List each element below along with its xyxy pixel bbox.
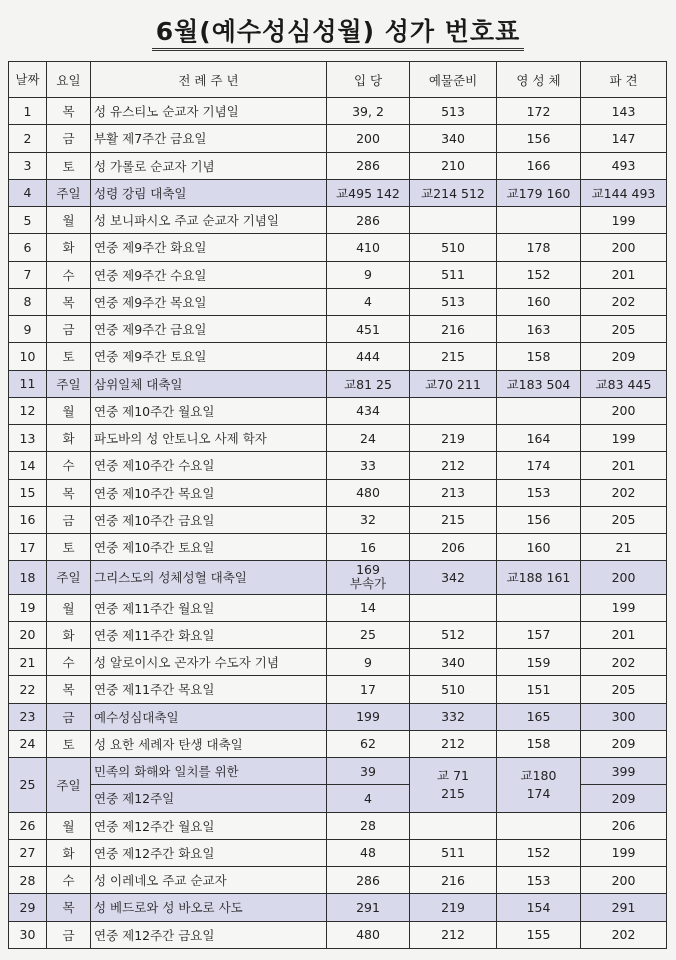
cell-feast: 연중 제10주간 금요일: [91, 506, 327, 533]
cell-entrance: 286: [327, 152, 410, 179]
table-row: [9, 676, 667, 703]
cell-entrance: 16: [327, 534, 410, 561]
cell-entrance: 14: [327, 594, 410, 621]
cell-entrance: 4: [327, 288, 410, 315]
cell-dismissal: 교83 445: [581, 370, 667, 397]
cell-communion: [497, 397, 581, 424]
cell-feast: 성 이레네오 주교 순교자: [91, 867, 327, 894]
cell-communion: 152: [497, 839, 581, 866]
cell-entrance: 교495 142: [327, 179, 410, 206]
cell-weekday: 화: [47, 621, 91, 648]
cell-weekday: 금: [47, 125, 91, 152]
cell-day: 18: [9, 561, 47, 594]
cell-entrance: 39, 2: [327, 98, 410, 125]
cell-dismissal: 199: [581, 425, 667, 452]
cell-feast: 연중 제9주간 금요일: [91, 316, 327, 343]
cell-weekday: 주일: [47, 561, 91, 594]
cell-offertory: 219: [410, 425, 497, 452]
cell-dismissal: 291: [581, 894, 667, 921]
table-row: [9, 649, 667, 676]
cell-feast: 부활 제7주간 금요일: [91, 125, 327, 152]
header-day: 날짜: [9, 62, 47, 98]
cell-entrance: 199: [327, 703, 410, 730]
cell-feast: 삼위일체 대축일: [91, 370, 327, 397]
cell-weekday: 토: [47, 152, 91, 179]
cell-day: 21: [9, 649, 47, 676]
cell-weekday: 월: [47, 594, 91, 621]
cell-communion: 155: [497, 921, 581, 948]
cell-offertory: 511: [410, 839, 497, 866]
cell-offertory: 340: [410, 649, 497, 676]
cell-day: 28: [9, 867, 47, 894]
cell-communion: 교179 160: [497, 179, 581, 206]
cell-offertory: 216: [410, 867, 497, 894]
cell-offertory: 교70 211: [410, 370, 497, 397]
cell-day: 11: [9, 370, 47, 397]
header-weekday: 요일: [47, 62, 91, 98]
cell-communion: [497, 594, 581, 621]
cell-dismissal: 교144 493: [581, 179, 667, 206]
cell-communion: 156: [497, 125, 581, 152]
table-row: [9, 621, 667, 648]
cell-dismissal: 200: [581, 561, 667, 594]
table-row: [9, 288, 667, 315]
cell-offertory: 219: [410, 894, 497, 921]
cell-communion: 교183 504: [497, 370, 581, 397]
table-row: [9, 125, 667, 152]
cell-entrance: 434: [327, 397, 410, 424]
cell-entrance: 200: [327, 125, 410, 152]
header-offertory: 예물준비: [410, 62, 497, 98]
cell-communion: 159: [497, 649, 581, 676]
header-row: [9, 62, 667, 98]
cell-dismissal: 205: [581, 316, 667, 343]
cell-feast: 연중 제12주간 금요일: [91, 921, 327, 948]
cell-offertory-line: 215: [441, 785, 465, 801]
cell-dismissal: 493: [581, 152, 667, 179]
table-row: [9, 758, 667, 785]
cell-day: 2: [9, 125, 47, 152]
cell-communion: 163: [497, 316, 581, 343]
cell-dismissal: 399: [581, 758, 667, 785]
cell-offertory: [410, 207, 497, 234]
table-row: [9, 98, 667, 125]
cell-day: 14: [9, 452, 47, 479]
cell-dismissal: 200: [581, 397, 667, 424]
cell-offertory: 513: [410, 288, 497, 315]
cell-feast: 그리스도의 성체성혈 대축일: [91, 561, 327, 594]
header-dismissal: 파 견: [581, 62, 667, 98]
cell-feast: 연중 제10주간 월요일: [91, 397, 327, 424]
cell-offertory: 215: [410, 343, 497, 370]
cell-day: 26: [9, 812, 47, 839]
table-row: [9, 534, 667, 561]
cell-communion: 154: [497, 894, 581, 921]
table-row: [9, 343, 667, 370]
cell-offertory: 212: [410, 921, 497, 948]
cell-weekday: 수: [47, 261, 91, 288]
cell-entrance: 291: [327, 894, 410, 921]
cell-day: 20: [9, 621, 47, 648]
table-row: [9, 397, 667, 424]
cell-day: 13: [9, 425, 47, 452]
cell-feast: 연중 제12주간 월요일: [91, 812, 327, 839]
cell-day: 16: [9, 506, 47, 533]
cell-entrance: 17: [327, 676, 410, 703]
cell-weekday: 토: [47, 534, 91, 561]
cell-offertory: 513: [410, 98, 497, 125]
cell-dismissal: 199: [581, 207, 667, 234]
cell-day: 23: [9, 703, 47, 730]
cell-communion: 151: [497, 676, 581, 703]
cell-feast: 연중 제11주간 월요일: [91, 594, 327, 621]
cell-day: 1: [9, 98, 47, 125]
cell-feast: 연중 제10주간 토요일: [91, 534, 327, 561]
cell-entrance: 33: [327, 452, 410, 479]
cell-dismissal: 200: [581, 867, 667, 894]
table-row: [9, 703, 667, 730]
cell-dismissal: 205: [581, 676, 667, 703]
cell-entrance-sequence: 부속가: [349, 576, 387, 592]
cell-offertory: 교214 512: [410, 179, 497, 206]
cell-communion: 156: [497, 506, 581, 533]
table-row: [9, 594, 667, 621]
cell-day: 30: [9, 921, 47, 948]
cell-day: 22: [9, 676, 47, 703]
cell-entrance: 32: [327, 506, 410, 533]
cell-feast: 연중 제9주간 수요일: [91, 261, 327, 288]
cell-weekday: 목: [47, 288, 91, 315]
cell-day: 3: [9, 152, 47, 179]
cell-weekday: 목: [47, 98, 91, 125]
cell-entrance: 286: [327, 207, 410, 234]
cell-communion: 165: [497, 703, 581, 730]
cell-offertory: 510: [410, 676, 497, 703]
cell-dismissal: 202: [581, 288, 667, 315]
cell-communion: 160: [497, 288, 581, 315]
cell-entrance: [327, 561, 410, 594]
cell-offertory: 210: [410, 152, 497, 179]
cell-offertory: 213: [410, 479, 497, 506]
cell-feast: 민족의 화해와 일치를 위한: [91, 758, 327, 785]
cell-dismissal: 143: [581, 98, 667, 125]
cell-entrance-line: 169: [356, 562, 380, 578]
cell-dismissal: 209: [581, 343, 667, 370]
cell-feast: 연중 제11주간 목요일: [91, 676, 327, 703]
cell-dismissal: 199: [581, 594, 667, 621]
cell-communion: [497, 812, 581, 839]
cell-feast: 연중 제9주간 토요일: [91, 343, 327, 370]
cell-offertory: 212: [410, 730, 497, 757]
cell-offertory: [410, 812, 497, 839]
table-row: [9, 506, 667, 533]
cell-day: 9: [9, 316, 47, 343]
cell-entrance: 9: [327, 649, 410, 676]
cell-offertory: 206: [410, 534, 497, 561]
table-row: [9, 152, 667, 179]
table-row: [9, 479, 667, 506]
cell-day: 15: [9, 479, 47, 506]
cell-offertory: 215: [410, 506, 497, 533]
cell-feast: 성 보니파시오 주교 순교자 기념일: [91, 207, 327, 234]
cell-offertory: 332: [410, 703, 497, 730]
table-row: [9, 425, 667, 452]
cell-communion: [497, 758, 581, 813]
cell-entrance: 410: [327, 234, 410, 261]
cell-entrance: 25: [327, 621, 410, 648]
cell-day: 19: [9, 594, 47, 621]
cell-entrance: 4: [327, 785, 410, 812]
cell-feast: 파도바의 성 안토니오 사제 학자: [91, 425, 327, 452]
cell-feast: 성 가롤로 순교자 기념: [91, 152, 327, 179]
cell-offertory: [410, 397, 497, 424]
table-row: [9, 179, 667, 206]
cell-entrance: 24: [327, 425, 410, 452]
cell-entrance: 451: [327, 316, 410, 343]
table-row: [9, 730, 667, 757]
cell-day: 5: [9, 207, 47, 234]
table-row: [9, 839, 667, 866]
table-row: [9, 234, 667, 261]
cell-day: 7: [9, 261, 47, 288]
cell-communion: 166: [497, 152, 581, 179]
cell-dismissal: 201: [581, 621, 667, 648]
cell-offertory: 511: [410, 261, 497, 288]
cell-weekday: 금: [47, 316, 91, 343]
cell-entrance: 28: [327, 812, 410, 839]
cell-weekday: 목: [47, 676, 91, 703]
cell-dismissal: 147: [581, 125, 667, 152]
cell-dismissal: 209: [581, 730, 667, 757]
cell-communion: 164: [497, 425, 581, 452]
table-row: [9, 921, 667, 948]
cell-day: 17: [9, 534, 47, 561]
cell-communion: 172: [497, 98, 581, 125]
cell-offertory: 512: [410, 621, 497, 648]
cell-dismissal: 202: [581, 479, 667, 506]
cell-entrance: 9: [327, 261, 410, 288]
table-row: [9, 316, 667, 343]
cell-communion: 152: [497, 261, 581, 288]
cell-dismissal: 201: [581, 261, 667, 288]
table-row: [9, 261, 667, 288]
cell-communion: 153: [497, 479, 581, 506]
cell-weekday: 수: [47, 452, 91, 479]
cell-weekday: 금: [47, 921, 91, 948]
cell-feast: 성 알로이시오 곤자가 수도자 기념: [91, 649, 327, 676]
cell-communion-line: 교180: [520, 767, 557, 783]
cell-dismissal: 300: [581, 703, 667, 730]
cell-communion: [497, 207, 581, 234]
cell-dismissal: 202: [581, 921, 667, 948]
cell-entrance: 48: [327, 839, 410, 866]
cell-feast: 예수성심대축일: [91, 703, 327, 730]
cell-entrance: 286: [327, 867, 410, 894]
table-row: [9, 452, 667, 479]
cell-dismissal: 206: [581, 812, 667, 839]
cell-entrance: 480: [327, 921, 410, 948]
cell-communion: 178: [497, 234, 581, 261]
cell-weekday: 수: [47, 649, 91, 676]
cell-communion: 158: [497, 343, 581, 370]
cell-offertory: [410, 758, 497, 813]
cell-feast: 연중 제10주간 목요일: [91, 479, 327, 506]
cell-feast: 연중 제9주간 목요일: [91, 288, 327, 315]
cell-weekday: 토: [47, 730, 91, 757]
cell-entrance: 62: [327, 730, 410, 757]
cell-offertory: 212: [410, 452, 497, 479]
cell-feast: 연중 제10주간 수요일: [91, 452, 327, 479]
cell-feast: 성 베드로와 성 바오로 사도: [91, 894, 327, 921]
cell-feast: 성 유스티노 순교자 기념일: [91, 98, 327, 125]
cell-entrance: 39: [327, 758, 410, 785]
cell-communion-line: 174: [526, 785, 551, 801]
cell-offertory: [410, 594, 497, 621]
cell-weekday: 토: [47, 343, 91, 370]
hymn-number-table: [8, 61, 667, 949]
cell-feast: 성 요한 세례자 탄생 대축일: [91, 730, 327, 757]
cell-day: 8: [9, 288, 47, 315]
table-row: [9, 561, 667, 594]
cell-weekday: 월: [47, 397, 91, 424]
cell-communion: 158: [497, 730, 581, 757]
cell-entrance: 480: [327, 479, 410, 506]
cell-feast: 연중 제12주일: [91, 785, 327, 812]
page-title: 6월(예수성심성월) 성가 번호표: [0, 12, 676, 48]
cell-weekday: 화: [47, 234, 91, 261]
cell-day: 6: [9, 234, 47, 261]
cell-weekday: 월: [47, 207, 91, 234]
cell-dismissal: 201: [581, 452, 667, 479]
cell-entrance: 444: [327, 343, 410, 370]
header-feast: 전 례 주 년: [91, 62, 327, 98]
cell-dismissal: 205: [581, 506, 667, 533]
cell-feast: 연중 제9주간 화요일: [91, 234, 327, 261]
cell-day: 24: [9, 730, 47, 757]
cell-day: 25: [9, 758, 47, 813]
cell-offertory-line: 교 71: [437, 767, 469, 783]
cell-communion: 160: [497, 534, 581, 561]
header-entrance: 입 당: [327, 62, 410, 98]
cell-weekday: 화: [47, 425, 91, 452]
cell-day: 29: [9, 894, 47, 921]
table-row: [9, 207, 667, 234]
cell-dismissal: 21: [581, 534, 667, 561]
cell-weekday: 목: [47, 479, 91, 506]
cell-feast: 성령 강림 대축일: [91, 179, 327, 206]
cell-weekday: 목: [47, 894, 91, 921]
cell-offertory: 216: [410, 316, 497, 343]
cell-dismissal: 209: [581, 785, 667, 812]
cell-offertory: 510: [410, 234, 497, 261]
cell-weekday: 주일: [47, 758, 91, 813]
table-row: [9, 370, 667, 397]
cell-day: 10: [9, 343, 47, 370]
cell-weekday: 화: [47, 839, 91, 866]
cell-weekday: 주일: [47, 179, 91, 206]
table-row: [9, 812, 667, 839]
cell-weekday: 금: [47, 506, 91, 533]
cell-communion: 157: [497, 621, 581, 648]
cell-day: 27: [9, 839, 47, 866]
table-row: [9, 894, 667, 921]
cell-dismissal: 200: [581, 234, 667, 261]
cell-day: 12: [9, 397, 47, 424]
cell-weekday: 금: [47, 703, 91, 730]
cell-weekday: 수: [47, 867, 91, 894]
cell-feast: 연중 제11주간 화요일: [91, 621, 327, 648]
cell-feast: 연중 제12주간 화요일: [91, 839, 327, 866]
cell-offertory: 340: [410, 125, 497, 152]
cell-offertory: 342: [410, 561, 497, 594]
header-communion: 영 성 체: [497, 62, 581, 98]
cell-day: 4: [9, 179, 47, 206]
cell-entrance: 교81 25: [327, 370, 410, 397]
cell-communion: 교188 161: [497, 561, 581, 594]
cell-dismissal: 202: [581, 649, 667, 676]
cell-dismissal: 199: [581, 839, 667, 866]
table-row: [9, 867, 667, 894]
cell-weekday: 월: [47, 812, 91, 839]
cell-communion: 174: [497, 452, 581, 479]
cell-communion: 153: [497, 867, 581, 894]
cell-weekday: 주일: [47, 370, 91, 397]
